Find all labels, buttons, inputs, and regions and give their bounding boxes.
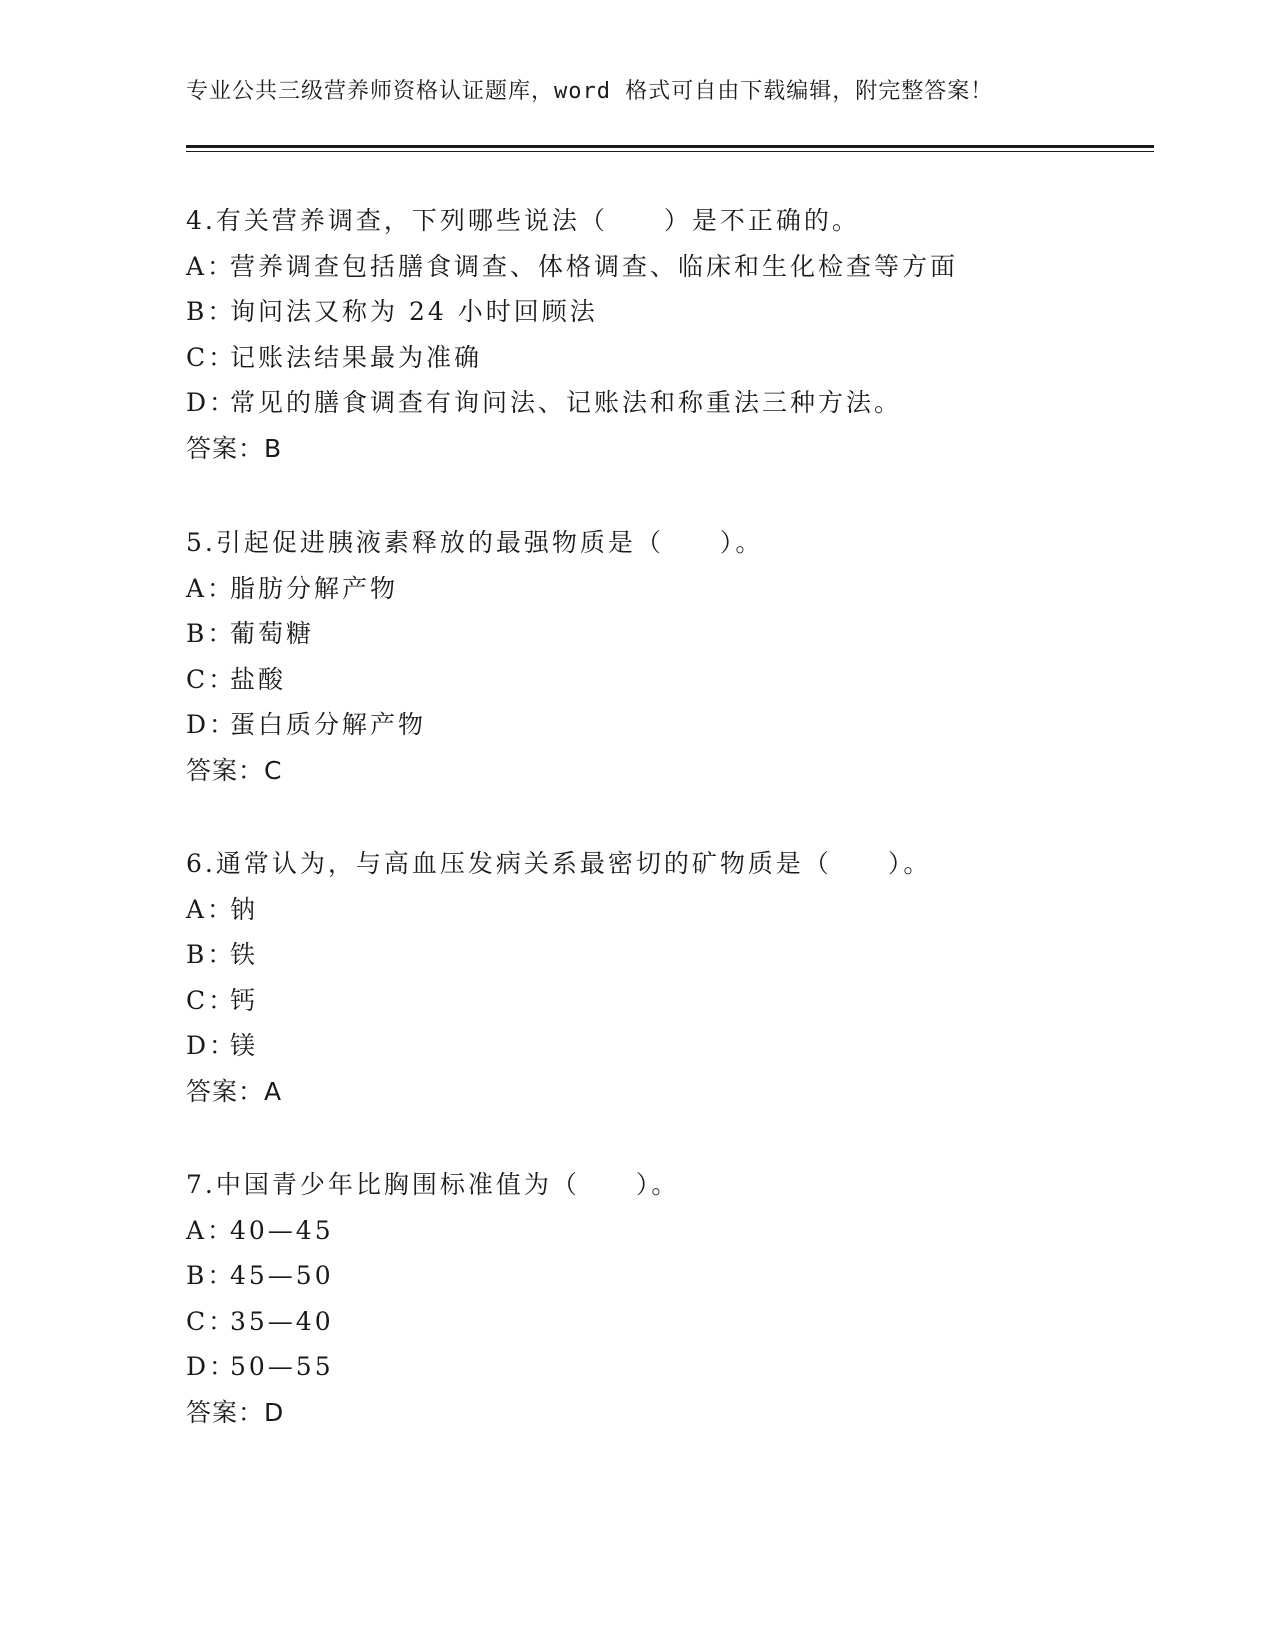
question-7 <box>186 1162 1146 1435</box>
option-text: 铁 <box>230 940 259 969</box>
option-text: 镁 <box>230 1031 259 1060</box>
answer-line: 答案：B <box>186 433 283 463</box>
answer-line: 答案：A <box>186 1076 283 1106</box>
option-label: A： <box>186 894 236 924</box>
question-5 <box>186 520 1146 793</box>
option-label: D： <box>186 1031 238 1060</box>
option-label: B： <box>186 297 236 326</box>
answer-line: 答案：C <box>186 755 283 785</box>
question-stem: 7.中国青少年比胸围标准值为（ ）。 <box>186 1170 680 1199</box>
option-label: C： <box>186 342 237 372</box>
option-label: C： <box>186 985 237 1015</box>
option-text: 45—50 <box>230 1261 334 1290</box>
option-label: B： <box>186 1261 236 1290</box>
option-label: C： <box>186 664 237 694</box>
option-d <box>186 1023 1146 1069</box>
option-d <box>186 1344 1146 1390</box>
question-stem: 6.通常认为，与高血压发病关系最密切的矿物质是（ ）。 <box>186 849 932 878</box>
option-b <box>186 1253 1146 1299</box>
option-text: 钙 <box>230 985 259 1015</box>
option-text: 40—45 <box>230 1215 334 1245</box>
option-label: B： <box>186 619 236 648</box>
option-b <box>186 932 1146 978</box>
option-text: 询问法又称为 24 小时回顾法 <box>230 297 598 326</box>
option-label: A： <box>186 573 236 603</box>
option-b <box>186 289 1146 335</box>
option-a <box>186 1208 1146 1254</box>
option-label: D： <box>186 1352 238 1381</box>
option-a <box>186 566 1146 612</box>
header-rule-thin <box>186 151 1154 152</box>
question-stem: 4.有关营养调查，下列哪些说法（ ）是不正确的。 <box>186 206 860 235</box>
answer-line: 答案：D <box>186 1397 285 1427</box>
question-stem: 5.引起促进胰液素释放的最强物质是（ ）。 <box>186 528 764 557</box>
option-d <box>186 380 1146 426</box>
option-text: 葡萄糖 <box>230 619 315 648</box>
option-label: C： <box>186 1306 237 1336</box>
option-text: 常见的膳食调查有询问法、记账法和称重法三种方法。 <box>230 388 903 417</box>
option-label: A： <box>186 251 236 281</box>
option-text: 钠 <box>230 894 259 924</box>
question-6 <box>186 841 1146 1114</box>
option-label: A： <box>186 1215 236 1245</box>
option-text: 50—55 <box>230 1352 334 1381</box>
page-header: 专业公共三级营养师资格认证题库，word 格式可自由下载编辑，附完整答案！ <box>186 79 994 104</box>
option-a <box>186 244 1146 290</box>
option-c <box>186 657 1146 703</box>
option-b <box>186 611 1146 657</box>
option-text: 脂肪分解产物 <box>230 573 399 603</box>
option-text: 蛋白质分解产物 <box>230 710 427 739</box>
option-c <box>186 335 1146 381</box>
option-text: 记账法结果最为准确 <box>230 342 483 372</box>
option-label: B： <box>186 940 236 969</box>
option-label: D： <box>186 710 238 739</box>
question-4 <box>186 198 1146 471</box>
option-text: 营养调查包括膳食调查、体格调查、临床和生化检查等方面 <box>230 251 959 281</box>
option-a <box>186 887 1146 933</box>
option-label: D： <box>186 388 238 417</box>
option-c <box>186 978 1146 1024</box>
header-rule-thick <box>186 145 1154 148</box>
option-text: 盐酸 <box>230 664 287 694</box>
option-text: 35—40 <box>230 1306 334 1336</box>
option-d <box>186 702 1146 748</box>
option-c <box>186 1299 1146 1345</box>
